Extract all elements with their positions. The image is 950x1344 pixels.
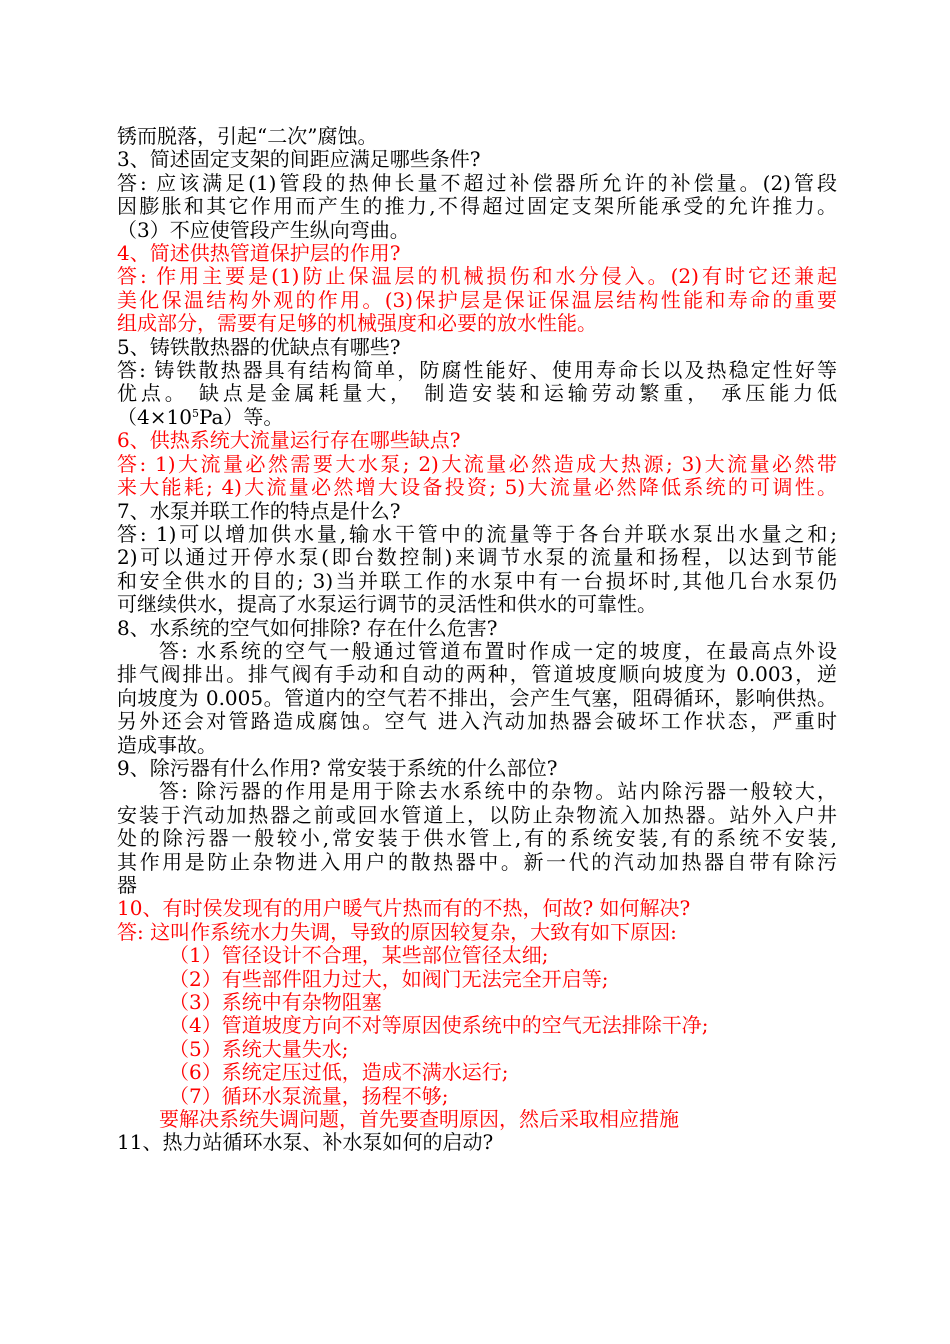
answer-10-item: （4）管道坡度方向不对等原因使系统中的空气无法排除干净; bbox=[169, 1013, 709, 1038]
answer-7-line: 答: 1)可以增加供水量,输水干管中的流量等于各台并联水泵出水量之和; bbox=[117, 521, 837, 546]
answer-10-item: （6）系统定压过低，造成不满水运行; bbox=[169, 1060, 509, 1085]
answer-10-item: （1）管径设计不合理，某些部位管径太细; bbox=[169, 943, 549, 968]
question-8: 8、水系统的空气如何排除? 存在什么危害? bbox=[117, 615, 498, 640]
question-3: 3、简述固定支架的间距应满足哪些条件? bbox=[117, 147, 481, 172]
answer-8-line: 向坡度为 0.005。管道内的空气若不排出，会产生气塞，阻碍循环，影响供热。 bbox=[117, 685, 837, 710]
answer-6-line: 来大能耗; 4)大流量必然增大设备投资; 5)大流量必然降低系统的可调性。 bbox=[117, 475, 837, 500]
text-line: 锈而脱落，引起“二次”腐蚀。 bbox=[117, 124, 378, 148]
answer-10-conclusion: 要解决系统失调问题，首先要查明原因，然后采取相应措施 bbox=[159, 1107, 679, 1132]
answer-5-line: 答: 铸铁散热器具有结构简单，防腐性能好、使用寿命长以及热稳定性好等 bbox=[117, 358, 837, 383]
question-5: 5、铸铁散热器的优缺点有哪些? bbox=[117, 334, 401, 359]
answer-7-line: 2)可以通过开停水泵(即台数控制)来调节水泵的流量和扬程，以达到节能 bbox=[117, 545, 837, 570]
answer-4-line: 答: 作用主要是(1)防止保温层的机械损伤和水分侵入。(2)有时它还兼起 bbox=[117, 264, 837, 289]
answer-8-line: 另外还会对管路造成腐蚀。空气 进入汽动加热器会破坏工作状态，严重时 bbox=[117, 709, 837, 734]
question-10: 10、有时侯发现有的用户暖气片热而有的不热，何故? 如何解决? bbox=[117, 896, 691, 921]
document-page bbox=[117, 125, 837, 1155]
answer-4-line: 美化保温结构外观的作用。(3)保护层是保证保温层结构性能和寿命的重要 bbox=[117, 287, 837, 312]
answer-5-line bbox=[117, 406, 837, 429]
answer-3-line: （3）不应使管段产生纵向弯曲。 bbox=[117, 217, 410, 242]
pressure-unit: Pa）等。 bbox=[198, 404, 284, 429]
answer-6-line: 答: 1)大流量必然需要大水泵; 2)大流量必然造成大热源; 3)大流量必然带 bbox=[117, 451, 837, 476]
answer-7-line: 和安全供水的目的; 3)当并联工作的水泵中有一台损坏时,其他几台水泵仍 bbox=[117, 568, 837, 593]
pressure-value: （4×10 bbox=[117, 404, 192, 429]
exponent: 5 bbox=[191, 406, 199, 420]
question-6: 6、供热系统大流量运行存在哪些缺点? bbox=[117, 428, 461, 453]
question-11: 11、热力站循环水泵、补水泵如何的启动? bbox=[117, 1130, 494, 1155]
answer-3-line: 因膨胀和其它作用而产生的推力,不得超过固定支架所能承受的允许推力。 bbox=[117, 194, 837, 219]
answer-9-line: 器 bbox=[117, 873, 137, 897]
answer-5-line: 优点。 缺点是金属耗量大， 制造安装和运输劳动繁重， 承压能力低 bbox=[117, 381, 837, 406]
answer-9-line: 答: 除污器的作用是用于除去水系统中的杂物。站内除污器一般较大， bbox=[159, 779, 837, 804]
answer-10-item: （3）系统中有杂物阻塞 bbox=[169, 990, 382, 1015]
answer-9-line: 处的除污器一般较小,常安装于供水管上,有的系统安装,有的系统不安装, bbox=[117, 826, 837, 851]
answer-8-line: 答: 水系统的空气一般通过管道布置时作成一定的坡度，在最高点外设 bbox=[159, 638, 837, 663]
answer-10-item: （5）系统大量失水; bbox=[169, 1036, 349, 1061]
answer-10-intro: 答: 这叫作系统水力失调，导致的原因较复杂，大致有如下原因: bbox=[117, 919, 677, 944]
question-4: 4、简述供热管道保护层的作用? bbox=[117, 241, 401, 266]
answer-3-line: 答: 应该满足(1)管段的热伸长量不超过补偿器所允许的补偿量。(2)管段 bbox=[117, 170, 837, 195]
answer-9-line: 安装于汽动加热器之前或回水管道上，以防止杂物流入加热器。站外入户井 bbox=[117, 802, 837, 827]
question-7: 7、水泵并联工作的特点是什么? bbox=[117, 498, 401, 523]
answer-7-line: 可继续供水，提高了水泵运行调节的灵活性和供水的可靠性。 bbox=[117, 592, 657, 617]
answer-10-item: （2）有些部件阻力过大，如阀门无法完全开启等; bbox=[169, 966, 609, 991]
question-9: 9、除污器有什么作用? 常安装于系统的什么部位? bbox=[117, 755, 558, 780]
answer-8-line: 造成事故。 bbox=[117, 732, 217, 757]
answer-8-line: 排气阀排出。排气阀有手动和自动的两种，管道坡度顺向坡度为 0.003，逆 bbox=[117, 662, 837, 687]
answer-4-line: 组成部分，需要有足够的机械强度和必要的放水性能。 bbox=[117, 311, 597, 336]
answer-9-line: 其作用是防止杂物进入用户的散热器中。新一代的汽动加热器自带有除污 bbox=[117, 849, 837, 874]
answer-10-item: （7）循环水泵流量，扬程不够; bbox=[169, 1083, 449, 1108]
